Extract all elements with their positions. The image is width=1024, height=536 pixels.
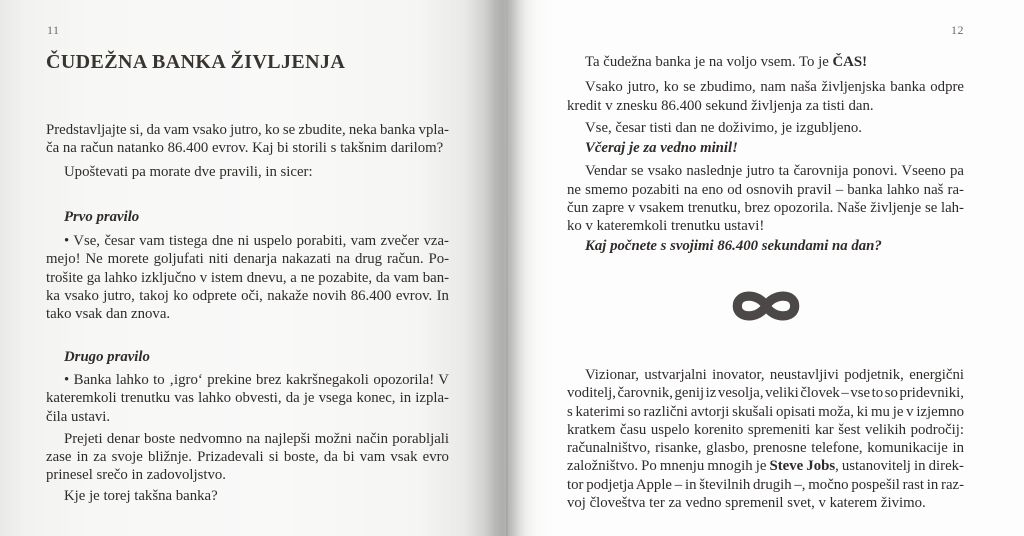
- text: , ustanovitelj in direk-: [835, 458, 964, 475]
- text: kredit v znesku 86.400 sekund življenja za tisti dan.: [567, 97, 874, 114]
- subheading: [46, 208, 449, 226]
- text-line: [567, 439, 964, 457]
- paragraph: [46, 430, 449, 485]
- text: Vendar se vsako naslednje jutro ta čarovnija ponovi. Vseeno pa: [585, 163, 964, 180]
- text-line: [567, 476, 964, 494]
- text: Predstavljajte si, da vam vsako jutro, ko se zbudite, neka banka vpla-: [46, 122, 449, 138]
- text: kateremkoli trenutku vas lahko obvesti, da je vsega konec, in izpla-: [46, 390, 449, 407]
- text: ko v kateremkoli trenutku ustavi!: [567, 218, 765, 235]
- page-right: [567, 0, 964, 536]
- text: ča na račun natanko 86.400 evrov. Kaj bi storili s takšnim darilom?: [46, 140, 444, 157]
- text: založništvo. Po mnenju mnogih je: [567, 458, 770, 475]
- page-left-body: [46, 121, 449, 505]
- text-line: [567, 366, 964, 384]
- text-line: [46, 208, 449, 226]
- text: prinesel srečo in zadovoljstvo.: [46, 467, 226, 484]
- text-line: [567, 237, 964, 255]
- text: ka vsako jutro, takoj ko odprete oči, nakaže novih 86.400 evrov. In: [46, 288, 449, 305]
- text: s katerimi so različni avtorji skušali opisati moža, ki mu je v izjemno: [567, 403, 965, 420]
- text: voj človeštva ter za vedno spremenil svet, v katerem živimo.: [567, 495, 926, 512]
- text-line: [46, 487, 449, 505]
- text-line: [567, 162, 964, 180]
- text-line: [567, 181, 964, 199]
- text: kratkem času uspelo korenito spremeniti kar šest velikih področij:: [567, 421, 965, 438]
- text: Drugo pravilo: [64, 348, 150, 365]
- page-right-body: [567, 53, 964, 512]
- text: Včeraj je za vedno minil!: [585, 140, 738, 157]
- text-line: [567, 421, 964, 439]
- text: tor podjetja Apple – in številnih drugih –, močno pospešil rast in raz-: [567, 476, 965, 493]
- text: trošite ga lahko izključno v istem dnevu, a ne pozabite, da vam ban-: [46, 269, 450, 286]
- text-line: [46, 430, 449, 448]
- text: Vizionar, ustvarjalni inovator, neustavljivi podjetnik, energični: [585, 366, 964, 383]
- text-line: [46, 232, 449, 250]
- symbol-break: [567, 287, 964, 325]
- paragraph: [567, 162, 964, 235]
- subheading: [46, 348, 449, 366]
- text: tako vsak dan znova.: [46, 306, 171, 323]
- paragraph: [46, 371, 449, 426]
- paragraph: [567, 78, 964, 115]
- chapter-title: ČUDEŽNA BANKA ŽIVLJENJA: [46, 51, 346, 73]
- text-line: [46, 348, 449, 366]
- text-line: [567, 384, 964, 402]
- subheading: [567, 139, 964, 157]
- paragraph: [46, 121, 449, 158]
- text: • Banka lahko to ‚igro‘ prekine brez kakršnegakoli opozorila! V: [64, 371, 449, 388]
- text: Prejeti denar boste nedvomno na najlepši možni način porabljali: [64, 430, 449, 447]
- text-line: [567, 97, 964, 115]
- page-left: [46, 0, 449, 536]
- text: Upoštevati pa morate dve pravili, in sicer:: [64, 163, 313, 180]
- text-line: [46, 389, 449, 407]
- text: Prvo pravilo: [64, 208, 140, 225]
- text-line: [46, 121, 449, 139]
- text: • Vse, česar vam tistega dne ni uspelo porabiti, vam zvečer vza-: [64, 233, 449, 250]
- text: Ta čudežna banka je na voljo vsem. To je: [585, 54, 833, 70]
- text-line: [46, 305, 449, 323]
- paragraph: [567, 366, 964, 512]
- infinity-symbol: [731, 312, 801, 329]
- text: mejo! Ne morete goljufati niti denarja nakazati na drug račun. Po-: [46, 251, 450, 268]
- bold-text: ČAS!: [832, 54, 868, 70]
- text-line: [567, 119, 964, 137]
- paragraph: [567, 53, 964, 71]
- text-line: [567, 217, 964, 235]
- text-line: [46, 269, 449, 287]
- text-line: [46, 163, 449, 181]
- text-line: [46, 287, 449, 305]
- page-fold-shadow: [506, 0, 508, 536]
- bold-text: Steve Jobs: [769, 458, 836, 475]
- text-line: [567, 457, 964, 475]
- text: Kje je torej takšna banka?: [64, 487, 218, 504]
- text-line: [567, 199, 964, 217]
- text-line: [46, 408, 449, 426]
- text-line: [46, 250, 449, 268]
- text-line: [46, 466, 449, 484]
- subheading: [567, 237, 964, 255]
- text-line: [567, 53, 964, 71]
- text: čila ustavi.: [46, 408, 111, 425]
- text-line: [567, 139, 964, 157]
- paragraph: [567, 119, 964, 137]
- text-line: [46, 139, 449, 157]
- text-line: [567, 78, 964, 96]
- page-number-right: 12: [951, 23, 964, 37]
- text: Vse, česar tisti dan ne doživimo, je izgubljeno.: [585, 119, 862, 136]
- text: voditelj, čarovnik, genij iz vesolja, veliki človek – vse to so pridevniki,: [567, 385, 964, 402]
- text: Vsako jutro, ko se zbudimo, nam naša življenjska banka odpre: [585, 79, 964, 96]
- text: čun zapre v vsakem trenutku, brez opozorila. Naše življenje se lah-: [567, 200, 964, 217]
- paragraph: [46, 163, 449, 181]
- text-line: [567, 494, 964, 512]
- paragraph: [46, 232, 449, 323]
- page-number-left: 11: [47, 23, 60, 37]
- text-line: [46, 371, 449, 389]
- text: računalništvo, risanke, glasbo, prenosne telefone, komunikacije in: [567, 440, 964, 457]
- text-line: [567, 403, 964, 421]
- text: ne smemo pozabiti na eno od osnovih pravil – banka lahko naš ra-: [567, 181, 964, 198]
- text: zase in za svoje bližnje. Prizadevali si boste, da bi vam vsak evro: [46, 449, 449, 466]
- text-line: [46, 448, 449, 466]
- text: Kaj počnete s svojimi 86.400 sekundami na dan?: [585, 237, 882, 254]
- paragraph: [46, 487, 449, 505]
